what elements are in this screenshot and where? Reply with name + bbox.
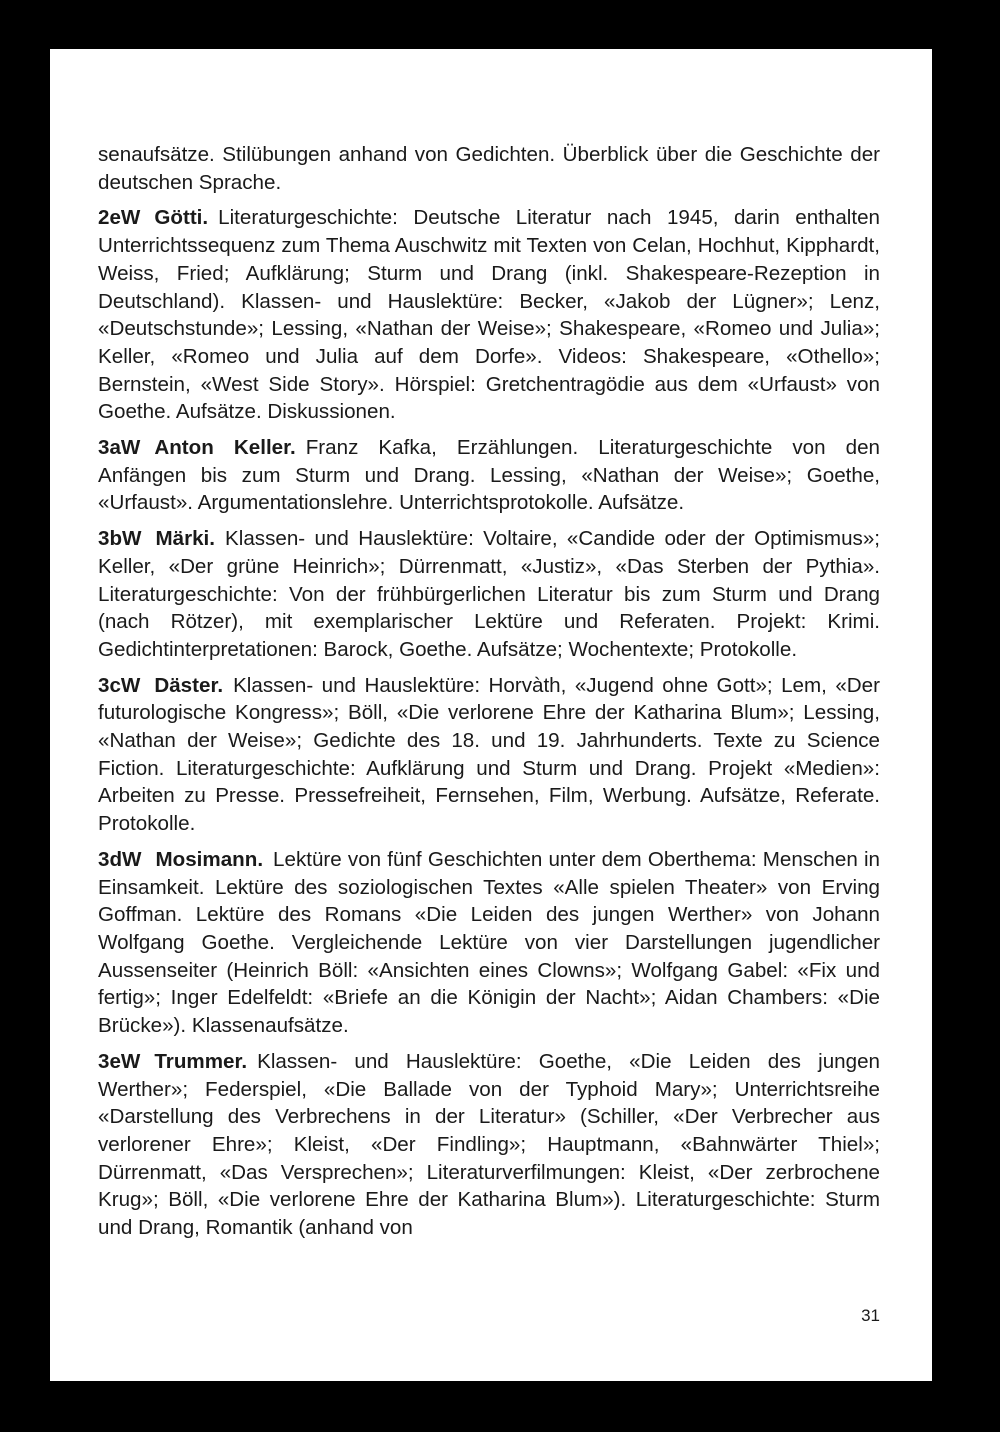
- intro-text: senaufsätze. Stilübungen anhand von Gedichten. Überblick über die Geschichte der deutschen Sprache.: [98, 143, 880, 194]
- page-number: 31: [861, 1306, 880, 1325]
- class-code: 3eW: [98, 1049, 141, 1073]
- entry-text: Klassen- und Hauslektüre: Voltaire, «Candide oder der Optimismus»; Keller, «Der grüne Heinrich»; Dürrenmatt, «Justiz», «Das Sterben der Pythia». Literaturgeschichte: Von der frühbürgerlichen Literatur bis zum Sturm und Drang (nach Rötzer), mit exemplarischer Lektüre und Referaten. Projekt: Krimi. Gedichtinterpretationen: Barock, Goethe. Aufsätze; Wochentexte; Protokolle.: [98, 527, 880, 661]
- teacher-name: Götti.: [154, 206, 209, 230]
- entry-3ew: [98, 1048, 880, 1242]
- entry-text: Literaturgeschichte: Deutsche Literatur nach 1945, darin enthalten Unterrichtssequenz zum Thema Auschwitz mit Texten von Celan, Hochhut, Kipphardt, Weiss, Fried; Aufklärung; Sturm und Drang (inkl. Shakespeare-Rezeption in Deutschland). Klassen- und Hauslektüre: Becker, «Jakob der Lügner»; Lenz, «Deutschstunde»; Lessing, «Nathan der Weise»; Shakespeare, «Romeo und Julia»; Keller, «Romeo und Julia auf dem Dorfe». Videos: Shakespeare, «Othello»; Bernstein, «West Side Story». Hörspiel: Gretchentragödie aus dem «Urfaust» von Goethe. Aufsätze. Diskussionen.: [98, 206, 880, 424]
- class-code: 3cW: [98, 673, 141, 697]
- entry-text: Franz Kafka, Erzählungen. Literaturgeschichte von den Anfängen bis zum Sturm und Drang. Lessing, «Nathan der Weise»; Goethe, «Urfaust». Argumentationslehre. Unterrichtsprotokolle. Aufsätze.: [98, 436, 880, 515]
- entry-3dw: [98, 846, 880, 1040]
- teacher-name: Däster.: [154, 673, 224, 697]
- entry-3aw: [98, 434, 880, 517]
- teacher-name: Trummer.: [154, 1049, 248, 1073]
- class-code: 3bW: [98, 527, 142, 551]
- teacher-name: Mosimann.: [155, 847, 264, 871]
- entry-text: Lektüre von fünf Geschichten unter dem Oberthema: Menschen in Einsamkeit. Lektüre des soziologischen Textes «Alle spielen Theater» von Erving Goffman. Lektüre des Romans «Die Leiden des jungen Werther» von Johann Wolfgang Goethe. Vergleichende Lektüre von vier Darstellungen jugendlicher Aussenseiter (Heinrich Böll: «Ansichten eines Clowns»; Wolfgang Gabel: «Fix und fertig»; Inger Edelfeldt: «Briefe an die Königin der Nacht»; Aidan Chambers: «Die Brücke»). Klassenaufsätze.: [98, 847, 880, 1038]
- entry-3cw: [98, 672, 880, 838]
- class-code: 2eW: [98, 206, 141, 230]
- class-code: 3dW: [98, 847, 142, 871]
- document-page: [50, 49, 932, 1381]
- entry-text: Klassen- und Hauslektüre: Goethe, «Die Leiden des jungen Werther»; Federspiel, «Die Ballade von der Typhoid Mary»; Unterrichtsreihe «Darstellung des Verbrechens in der Literatur» (Schiller, «Der Verbrecher aus verlorener Ehre»; Kleist, «Der Findling»; Hauptmann, «Bahnwärter Thiel»; Dürrenmatt, «Das Versprechen»; Literaturverfilmungen: Kleist, «Der zerbrochene Krug»; Böll, «Die verlorene Ehre der Katharina Blum»). Literaturgeschichte: Sturm und Drang, Romantik (anhand von: [98, 1049, 880, 1240]
- text-block: [98, 141, 880, 1250]
- entry-3bw: [98, 525, 880, 664]
- entry-2ew: [98, 204, 880, 426]
- teacher-name: Märki.: [155, 527, 216, 551]
- teacher-name: Anton Keller.: [154, 436, 296, 460]
- entry-text: Klassen- und Hauslektüre: Horvàth, «Jugend ohne Gott»; Lem, «Der futurologische Kongress»; Böll, «Die verlorene Ehre der Katharina Blum»; Lessing, «Nathan der Weise»; Gedichte des 18. und 19. Jahrhunderts. Texte zu Science Fiction. Literaturgeschichte: Aufklärung und Sturm und Drang. Projekt «Medien»: Arbeiten zu Presse. Pressefreiheit, Fernsehen, Film, Werbung. Aufsätze, Referate. Protokolle.: [98, 673, 880, 836]
- class-code: 3aW: [98, 436, 141, 460]
- intro-paragraph: [98, 141, 880, 196]
